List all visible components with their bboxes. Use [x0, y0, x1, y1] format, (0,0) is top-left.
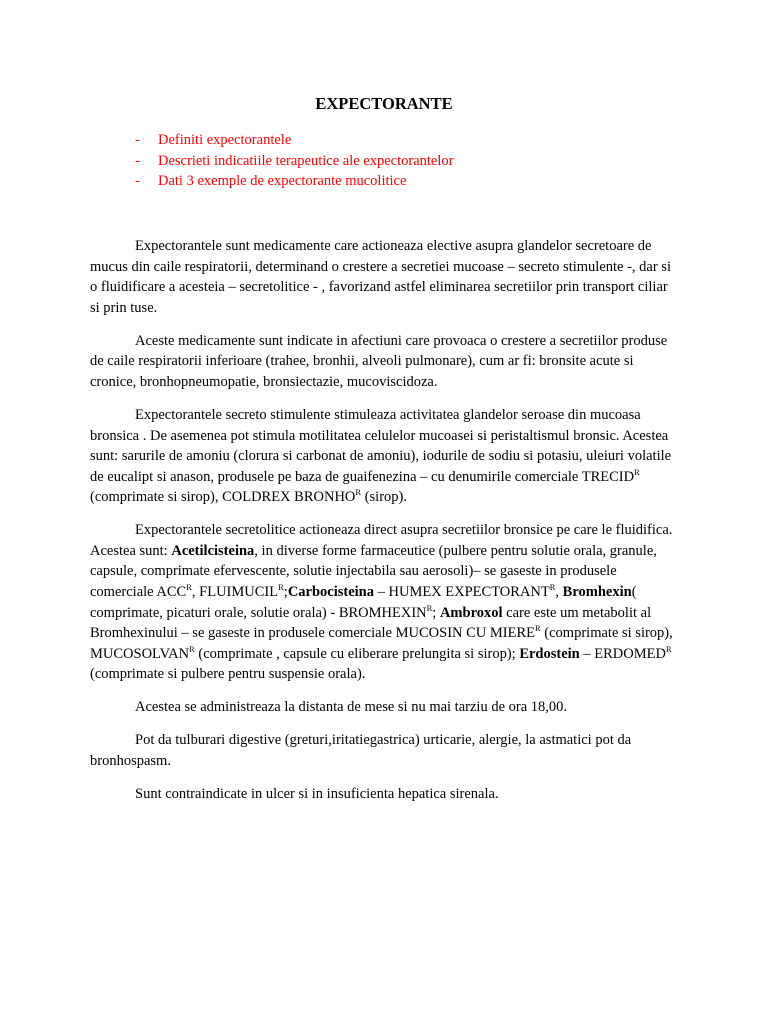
question-text: Descrieti indicatiile terapeutice ale expectorantelor — [158, 152, 454, 169]
text-run: (sirop). — [361, 489, 407, 506]
text-run: , in diverse forme farmaceutice (pulbere pentru solutie orala, granule, capsule, comprimate efervescente, solutie injectabila sau aerosoli)– se gaseste in produsele comerciale ACC — [90, 542, 657, 601]
text-run: ; — [432, 604, 440, 621]
text-run: – HUMEX EXPECTORANT — [374, 584, 550, 601]
list-dash: - — [135, 152, 140, 169]
text-run: – ERDOMED — [579, 645, 666, 662]
paragraph-secretolitice — [90, 520, 678, 685]
paragraph-indications: Aceste medicamente sunt indicate in afectiuni care provoaca o crestere a secretiilor produse de caile respiratorii inferioare (trahee, bronhii, alveoli pulmonare), cum ar fi: bronsite acute si cronice, bronhopneumopatie, bronsiectazie, mucoviscidoza. — [90, 332, 668, 390]
registered-mark: R — [189, 643, 195, 654]
text-run: care este um metabolit al Bromhexinului – se gaseste in produsele comerciale MUCOSIN CU MIERE — [90, 604, 652, 642]
paragraph-definition: Expectorantele sunt medicamente care actioneaza elective asupra glandelor secretoare de mucus din caile respiratorii, determinand o crestere a secretiei mucoase – secreto stimulente -, dar si o fluidificare a acesteia – secretolitice - , favorizand astfel eliminarea secretiilor prin transport ciliar si prin tuse. — [90, 238, 671, 316]
registered-mark: R — [665, 643, 672, 654]
drug-name-erdostein: Erdostein — [519, 645, 580, 662]
text-run: (comprimate si sirop), MUCOSOLVAN — [90, 625, 673, 662]
text-run: (comprimate , capsule cu eliberare prelungita si sirop); — [194, 645, 520, 662]
drug-name-acetilcisteina: Acetilcisteina — [171, 542, 255, 559]
text-run: Expectorantele secretolitice actioneaza direct asupra secretiilor bronsice pe care le fluidifica. Acestea sunt: — [90, 522, 673, 559]
paragraph-side-effects: Pot da tulburari digestive (greturi,iritatiegastrica) urticarie, alergie, la astmatici pot da bronhospasm. — [90, 732, 632, 770]
text-run: (comprimate si pulbere pentru suspensie orala). — [90, 666, 366, 683]
question-item — [135, 171, 453, 192]
document-body — [90, 236, 678, 817]
text-run: ( comprimate, picaturi orale, solutie orala) - BROMHEXIN — [90, 584, 637, 621]
registered-mark: R — [535, 623, 541, 634]
registered-mark: R — [186, 582, 192, 593]
drug-name-carbocisteina: Carbocisteina — [287, 584, 374, 601]
text-run: (comprimate si sirop), COLDREX BRONHO — [90, 489, 356, 506]
document-title: EXPECTORANTE — [315, 94, 453, 113]
list-dash: - — [135, 132, 140, 148]
question-item — [135, 130, 453, 151]
question-text: Definiti expectorantele — [158, 132, 292, 148]
registered-mark: R — [634, 466, 640, 477]
registered-mark: R — [355, 487, 362, 498]
question-item — [135, 151, 453, 172]
paragraph-contraindications: Sunt contraindicate in ulcer si in insuficienta hepatica sirenala. — [135, 786, 499, 802]
text-run: , — [555, 584, 563, 601]
paragraph-administration: Acestea se administreaza la distanta de mese si nu mai tarziu de ora 18,00. — [135, 699, 568, 716]
question-text: Dati 3 exemple de expectorante mucolitice — [158, 173, 407, 189]
question-list — [135, 130, 453, 192]
text-run: Expectorantele secreto stimulente stimuleaza activitatea glandelor seroase din mucoasa bronsica . De asemenea pot stimula motilitatea celulelor mucoasei si peristaltismul bronsic. Acestea sunt: sarurile de amoniu (clorura si carbonat de amoniu), iodurile de sodiu si potasiu, uleiuri volatile de eucalipt si anason, produsele pe baza de guaifenezina – cu denumirile comerciale TRECID — [90, 406, 672, 485]
registered-mark: R — [549, 582, 556, 593]
text-run: , FLUIMUCIL — [191, 584, 279, 601]
list-dash: - — [135, 173, 140, 189]
text-run: ; — [283, 584, 288, 601]
drug-name-ambroxol: Ambroxol — [439, 604, 503, 621]
drug-name-bromhexin: Bromhexin — [562, 584, 632, 601]
registered-mark: R — [426, 602, 433, 613]
paragraph-secreto-stimulente — [90, 405, 678, 508]
registered-mark: R — [278, 582, 284, 593]
